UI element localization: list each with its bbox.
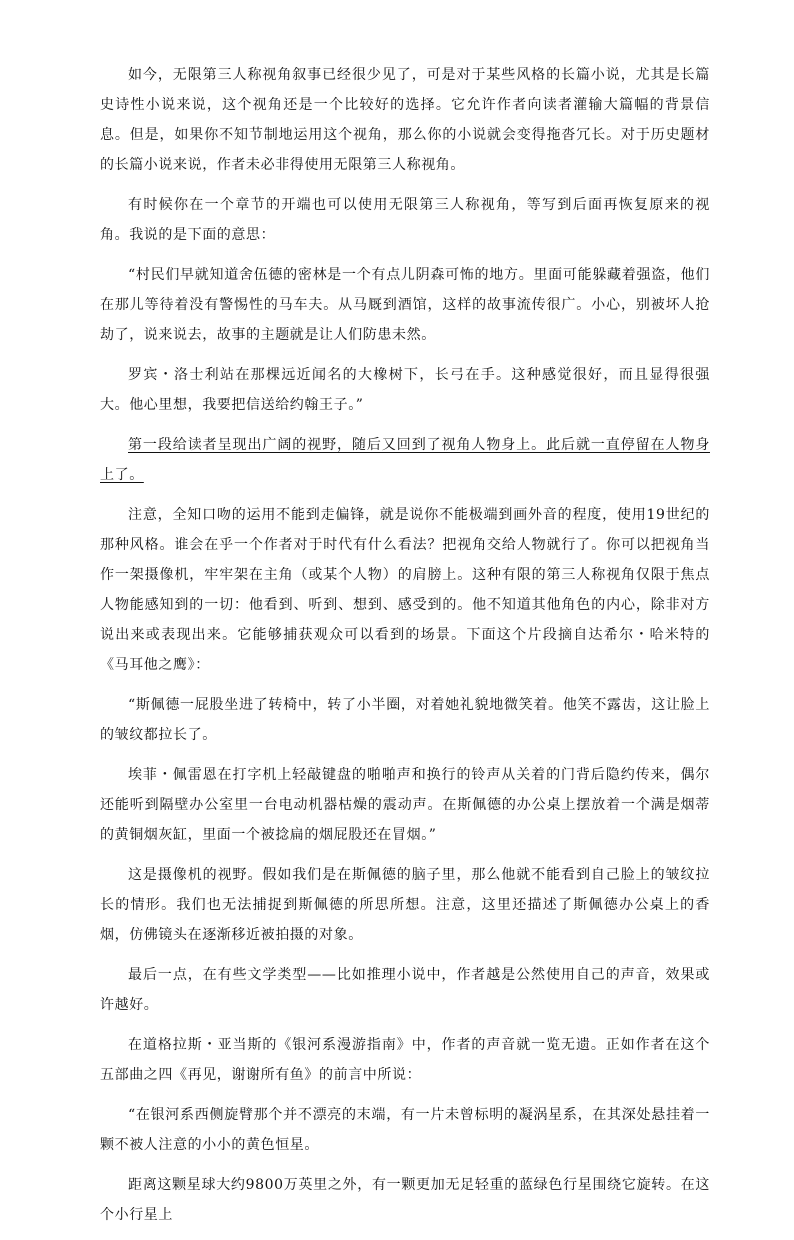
paragraph-4: 注意，全知口吻的运用不能到走偏锋，就是说你不能极端到画外音的程度，使用19世纪的那种风格。谁会在乎一个作者对于时代有什么看法？把视角交给人物就行了。你可以把视角当作一架摄像机，牢牢架在主角（或某个人物）的肩膀上。这种有限的第三人称视角仅限于焦点人物能感知到的一切：他看到、听到、想到、感受到的。他不知道其他角色的内心，除非对方说出来或表现出来。它能够捕获观众可以看到的场景。下面这个片段摘自达希尔・哈米特的《马耳他之鹰》：	[100, 507, 710, 673]
quote-paragraph-6: 距离这颗星球大约9800万英里之外，有一颗更加无足轻重的蓝绿色行星围绕它旋转。在这个小行星上	[100, 1177, 710, 1223]
quote-paragraph-4: 埃菲・佩雷恩在打字机上轻敲键盘的啪啪声和换行的铃声从关着的门背后隐约传来，偶尔还能听到隔壁办公室里一台电动机器枯燥的震动声。在斯佩德的办公桌上摆放着一个满是烟蒂的黄铜烟灰缸，里面一个被捻扁的烟屁股还在冒烟。”	[100, 767, 710, 843]
paragraph-5: 这是摄像机的视野。假如我们是在斯佩德的脑子里，那么他就不能看到自己脸上的皱纹拉长的情形。我们也无法捕捉到斯佩德的所思所想。注意，这里还描述了斯佩德办公桌上的香烟，仿佛镜头在逐渐移近被拍摄的对象。	[100, 867, 710, 943]
document-page	[100, 60, 710, 1240]
paragraph-6: 最后一点，在有些文学类型——比如推理小说中，作者越是公然使用自己的声音，效果或许越好。	[100, 967, 710, 1013]
quote-paragraph-2: 罗宾・洛士利站在那棵远近闻名的大橡树下，长弓在手。这种感觉很好，而且显得很强大。他心里想，我要把信送给约翰王子。”	[100, 367, 710, 413]
paragraph-1: 如今，无限第三人称视角叙事已经很少见了，可是对于某些风格的长篇小说，尤其是长篇史诗性小说来说，这个视角还是一个比较好的选择。它允许作者向读者灌输大篇幅的背景信息。但是，如果你不知节制地运用这个视角，那么你的小说就会变得拖沓冗长。对于历史题材的长篇小说来说，作者未必非得使用无限第三人称视角。	[100, 67, 710, 173]
paragraph-7: 在道格拉斯・亚当斯的《银河系漫游指南》中，作者的声音就一览无遗。正如作者在这个五部曲之四《再见，谢谢所有鱼》的前言中所说：	[100, 1037, 710, 1083]
quote-paragraph-3: “斯佩德一屁股坐进了转椅中，转了小半圈，对着她礼貌地微笑着。他笑不露齿，这让脸上的皱纹都拉长了。	[100, 697, 710, 743]
paragraph-2: 有时候你在一个章节的开端也可以使用无限第三人称视角，等写到后面再恢复原来的视角。我说的是下面的意思：	[100, 197, 710, 243]
quote-paragraph-5: “在银河系西侧旋臂那个并不漂亮的末端，有一片未曾标明的凝涡星系，在其深处悬挂着一颗不被人注意的小小的黄色恒星。	[100, 1107, 710, 1153]
underlined-sentence: 第一段给读者呈现出广阔的视野，随后又回到了视角人物身上。此后就一直停留在人物身上了。	[100, 437, 710, 483]
paragraph-3	[100, 430, 710, 490]
quote-paragraph-1: “村民们早就知道舍伍德的密林是一个有点儿阴森可怖的地方。里面可能躲藏着强盗，他们在那儿等待着没有警惕性的马车夫。从马厩到酒馆，这样的故事流传很广。小心，别被坏人抢劫了，说来说去，故事的主题就是让人们防患未然。	[100, 267, 710, 343]
